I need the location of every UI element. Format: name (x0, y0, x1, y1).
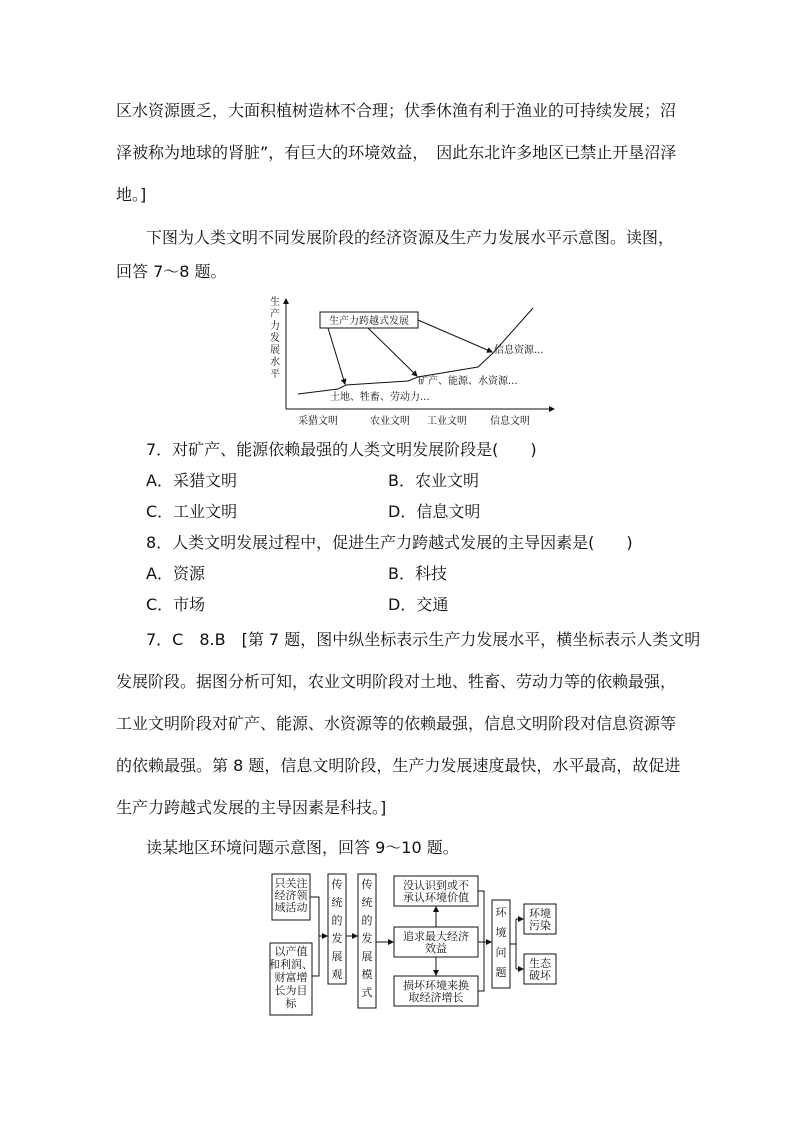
y-axis-label-char: 产 (270, 309, 280, 320)
flowchart-label: 问 (495, 946, 507, 959)
resource-label: 矿产、能源、水资源... (418, 376, 518, 387)
flowchart-label: 的 (331, 914, 343, 927)
flowchart-label: 承认环境价值 (403, 891, 469, 904)
intro-answer-line-1: 区水资源匮乏，大面积植树造林不合理；伏季休渔有利于渔业的可持续发展；沼 (116, 101, 677, 120)
q7-option-d[interactable]: D．信息文明 (388, 502, 481, 521)
flowchart-label: 环境 (529, 907, 551, 920)
flowchart-label: 题 (495, 966, 507, 979)
flowchart-label: 经济领 (274, 889, 308, 902)
environment-flowchart (266, 866, 566, 1016)
flowchart-label: 式 (361, 986, 373, 999)
answer-7-8-line-5: 生产力跨越式发展的主导因素是科技。] (116, 798, 387, 817)
flowchart-label: 取经济增长 (408, 991, 464, 1004)
connector (478, 891, 484, 991)
q8-stem: 8．人类文明发展过程中，促进生产力跨越式发展的主导因素是( ) (146, 533, 633, 552)
flowchart-label: 长为目 (274, 984, 308, 997)
flowchart-label: 破坏 (529, 969, 551, 982)
flowchart-label: 效益 (425, 942, 447, 955)
y-axis-label-char: 发 (270, 333, 280, 344)
resource-label: 土地、牲畜、劳动力... (330, 392, 430, 403)
civilization-chart (268, 295, 568, 430)
answer-7-8-line-4: 的依赖最强。第 8 题，信息文明阶段，生产力发展速度最快，水平最高，故促进 (116, 756, 681, 775)
flowchart-label: 的 (361, 914, 373, 927)
flowchart-label: 统 (331, 896, 343, 909)
resource-label: 信息资源... (494, 345, 544, 356)
callout-arrow (418, 320, 492, 352)
flowchart-label: 发 (361, 932, 373, 945)
q7-option-b[interactable]: B．农业文明 (388, 471, 479, 490)
y-axis-label-char: 力 (270, 321, 280, 332)
x-tick-label: 信息文明 (490, 416, 530, 427)
intro-answer-line-2: 泽被称为地球的肾脏”，有巨大的环境效益， 因此东北许多地区已禁止开垦沼泽 (116, 143, 677, 162)
q8-option-a[interactable]: A．资源 (146, 564, 205, 583)
flowchart-label: 模 (361, 968, 373, 981)
intro-answer-line-3: 地。] (116, 185, 147, 204)
flowchart-label: 展 (361, 950, 373, 963)
flowchart-label: 和利润、 (269, 958, 313, 971)
y-axis-label-char: 水 (270, 357, 280, 368)
connector (510, 919, 516, 944)
flowchart-label: 损坏环境来换 (403, 979, 469, 992)
x-tick-label: 采猎文明 (298, 416, 338, 427)
flowchart-label: 以产值 (274, 945, 308, 958)
flowchart-label: 污染 (529, 919, 551, 932)
q7-option-a[interactable]: A．采猎文明 (146, 471, 237, 490)
callout-arrow (368, 328, 417, 376)
y-axis-label-char: 生 (270, 297, 280, 308)
flowchart-label: 传 (361, 878, 373, 891)
callout-arrow (328, 328, 345, 384)
answer-7-8-line-3: 工业文明阶段对矿产、能源、水资源等的依赖最强，信息文明阶段对信息资源等 (116, 714, 677, 733)
y-axis-label-char: 平 (270, 369, 280, 380)
flowchart-label: 财富增 (274, 971, 308, 984)
answer-7-8-line-1: 7．C 8.B [第 7 题，图中纵坐标表示生产力发展水平，横坐标表示人类文明 (146, 630, 701, 649)
q7-8-intro-line-1: 下图为人类文明不同发展阶段的经济资源及生产力发展水平示意图。读图， (146, 228, 675, 247)
flowchart-label: 只关注 (274, 877, 308, 890)
q8-option-d[interactable]: D．交通 (388, 595, 449, 614)
flowchart-label: 环 (495, 906, 507, 919)
flowchart-label: 追求最大经济 (403, 930, 469, 943)
flowchart-label: 展 (331, 950, 343, 963)
x-tick-label: 农业文明 (370, 416, 410, 427)
callout-text: 生产力跨越式发展 (329, 316, 409, 327)
x-tick-label: 工业文明 (427, 416, 467, 427)
flowchart-label: 域活动 (274, 901, 308, 914)
flowchart-label: 生态 (529, 957, 551, 970)
q8-option-c[interactable]: C．市场 (146, 595, 206, 614)
q8-option-b[interactable]: B．科技 (388, 564, 447, 583)
y-axis-label-char: 展 (270, 345, 280, 356)
flowchart-label: 发 (331, 932, 343, 945)
flowchart-label: 标 (285, 997, 297, 1010)
flowchart-label: 传 (331, 878, 343, 891)
flowchart-label: 观 (331, 968, 343, 981)
q7-8-intro-line-2: 回答 7～8 题。 (116, 262, 227, 281)
flowchart-label: 境 (495, 926, 507, 939)
q9-10-intro: 读某地区环境问题示意图，回答 9～10 题。 (146, 838, 459, 857)
flowchart-label: 没认识到或不 (403, 879, 469, 892)
q7-stem: 7．对矿产、能源依赖最强的人类文明发展阶段是( ) (146, 440, 537, 459)
y-axis-label (270, 295, 280, 380)
q7-option-c[interactable]: C．工业文明 (146, 502, 238, 521)
answer-7-8-line-2: 发展阶段。据图分析可知，农业文明阶段对土地、牲畜、劳动力等的依赖最强， (116, 672, 677, 691)
flowchart-label: 统 (361, 896, 373, 909)
